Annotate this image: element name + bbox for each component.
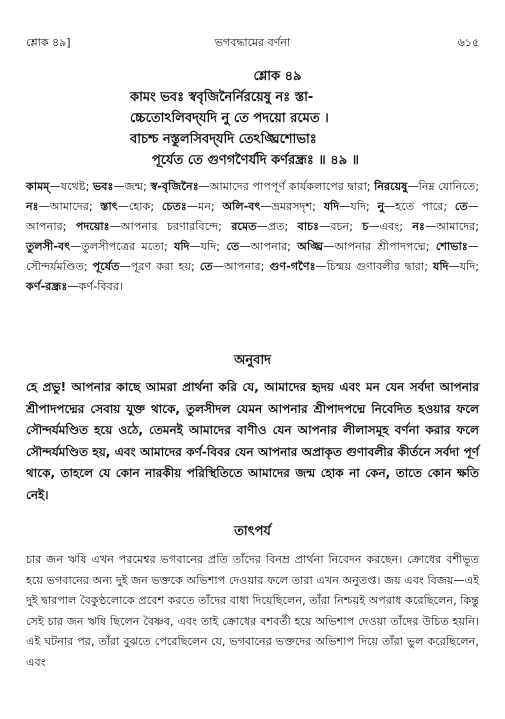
verse-block <box>130 66 465 171</box>
purport-paragraph: চার জন ঋষি এখন পরমেশ্বর ভগবানের প্রতি তাঁদের বিনম্র প্রার্থনা নিবেদন করছেন। ক্রোধের বশীভূত হয়ে ভগবানের অন্য দুই জন ভক্তকে অভিশাপ দেওয়ার ফলে তারা এখন অনুতপ্ত। জয় এবং বিজয়—এই দুই দ্বারপাল বৈকুণ্ঠলোকে প্রবেশ করতে তাঁদের বাধা দিয়েছিলেন, তাঁরা নিশ্চয়ই অপরাধ করেছিলেন, কিন্তু সেই চার জন ঋষি ছিলেন বৈষ্ণব, এবং তাই ক্রোধের বশবর্তী হয়ে অভিশাপ দেওয়া তাঁদের উচিত হয়নি। এই ঘটনার পর, তাঁরা বুঝতে পেরেছিলেন যে, ভগবানের ভক্তদের অভিশাপ দিয়ে তাঁরা ভুল করেছিলেন, এবং <box>26 553 479 669</box>
synonym-meaning: বচন; <box>330 220 363 233</box>
verse-line: পূর্যেত তে গুণগণৈর্যদি কর্ণরন্ধ্রঃ ॥ ৪৯ ॥ <box>152 153 360 168</box>
synonym-meaning: আপনার; <box>223 260 270 273</box>
synonym-meaning: আমাদের পাপপূর্ণ কার্যকলাপের দ্বারা; <box>209 180 375 193</box>
synonym-term: কামম্ <box>26 180 50 193</box>
synonym-term: তে <box>454 200 468 213</box>
verse-title: শ্লোক ৪৯ <box>253 69 302 84</box>
synonym-term: স্তাৎ <box>100 200 118 213</box>
synonym-term: নু <box>377 200 385 213</box>
synonym-term: যদি <box>433 260 449 273</box>
running-head <box>26 34 479 52</box>
purport-heading: তাৎপর্য <box>234 524 271 539</box>
running-head-verse-ref: শ্লোক ৪৯] <box>26 36 71 49</box>
synonym-meaning: আপনার শ্রীপাদপদ্মে; <box>334 240 436 253</box>
page-number: ৬১৫ <box>457 36 479 49</box>
synonym-meaning: যথেষ্ট; <box>60 180 93 193</box>
synonym-meaning: আপনার; <box>26 220 76 233</box>
synonym-term: পূর্যেত <box>92 260 120 273</box>
synonym-term: গুণ-গণৈঃ <box>269 260 316 273</box>
synonym-meaning: কর্ণ-বিবর। <box>78 280 124 293</box>
synonym-term: চেতঃ <box>161 200 187 213</box>
synonym-meaning: তুলসীপত্রের মতো; <box>81 240 174 253</box>
synonym-meaning: এবং; <box>379 220 413 233</box>
verse-line: কামং ভবঃ স্ববৃজিনৈর্নিরয়েষু নঃ স্তা- <box>130 90 314 105</box>
synonym-term: নঃ <box>412 220 425 233</box>
synonym-term: যদি <box>173 240 190 253</box>
synonym-term: শোভাঃ <box>435 240 468 253</box>
synonym-term: ভবঃ <box>92 180 114 193</box>
translation-heading: অনুবাদ <box>234 353 271 368</box>
synonym-meaning: আপনার চরণারবিন্দে; <box>120 220 232 233</box>
synonym-meaning: যদি; <box>459 260 480 273</box>
synonym-term: রমেত <box>231 220 257 233</box>
synonym-term: স্ব-বৃজিনৈঃ <box>150 180 199 193</box>
synonym-meaning: যদি; <box>200 240 227 253</box>
verse-line: চ্চেতোঽলিবদ্‌যদি নু তে পদয়ো রমেত । <box>130 111 329 126</box>
synonym-meaning: পূরণ করা হয়; <box>130 260 200 273</box>
synonym-term: চ <box>362 220 369 233</box>
synonym-meaning: মন; <box>198 200 223 213</box>
synonym-meaning: প্রত; <box>267 220 298 233</box>
synonym-meaning: যদি; <box>350 200 378 213</box>
running-head-chapter-title: ভগবদ্ধামের বর্ণনা <box>214 36 291 49</box>
synonym-meaning: হতে পারে; <box>395 200 455 213</box>
synonym-term: তে <box>199 260 213 273</box>
verse-line: বাচশ্চ নস্তুলসিবদ্‌যদি তেঽঙ্ঘ্রিশোভাঃ <box>130 132 317 147</box>
translation-paragraph: হে প্রভু! আপনার কাছে আমরা প্রার্থনা করি যে, আমাদের হৃদয় এবং মন যেন সর্বদা আপনার শ্রীপাদপদ্মের সেবায় যুক্ত থাকে, তুলসীদল যেমন আপনার শ্রীপাদপদ্মে নিবেদিত হওয়ার ফলে সৌন্দর্যমণ্ডিত হয়ে ওঠে, তেমনই আমাদের বাণীও যেন আপনার লীলাসমূহ বর্ণনা করার ফলে সৌন্দর্যমণ্ডিত হয়, এবং আমাদের কর্ণ-বিবর যেন আপনার অপ্রাকৃত গুণাবলীর কীর্তনে সর্বদা পূর্ণ থাকে, তাহলে যে কোন নারকীয় পরিস্থিতিতে আমাদের জন্ম হোক না কেন, তাতে কোন ক্ষতি নেই। <box>26 380 479 502</box>
synonym-term: অঙ্ঘ্রি <box>297 240 324 253</box>
synonyms-paragraph: কামম্—যথেষ্ট; ভবঃ—জন্ম; স্ব-বৃজিনৈঃ—আমাদের পাপপূর্ণ কার্যকলাপের দ্বারা; নিরয়েষু—নিম্ন যোনিতে; নঃ—আমাদের; স্তাৎ—হোক; চেতঃ—মন; অলি-বৎ—ভ্রমরসদৃশ; যদি—যদি; নু—হতে পারে; তে—আপনার; পদয়োঃ—আপনার চরণারবিন্দে; রমেত—প্রত; বাচঃ—বচন; চ—এবং; নঃ—আমাদের; তুলসী-বৎ—তুলসীপত্রের মতো; যদি—যদি; তে—আপনার; অঙ্ঘ্রি—আপনার শ্রীপাদপদ্মে; শোভাঃ—সৌন্দর্যমণ্ডিত; পূর্যেত—পূরণ করা হয়; তে—আপনার; গুণ-গণৈঃ—চিন্ময় গুণাবলীর দ্বারা; যদি—যদি; কর্ণ-রন্ধ্রঃ—কর্ণ-বিবর। <box>26 180 480 293</box>
synonym-meaning: আপনার; <box>250 240 298 253</box>
synonym-meaning: আমাদের; <box>436 220 479 233</box>
synonym-meaning: আমাদের; <box>49 200 101 213</box>
synonym-term: কর্ণ-রন্ধ্রঃ <box>26 280 68 293</box>
synonym-term: যদি <box>323 200 340 213</box>
synonym-meaning: হোক; <box>128 200 162 213</box>
synonym-term: অলি-বৎ <box>222 200 261 213</box>
synonym-meaning: চিন্ময় গুণাবলীর দ্বারা; <box>326 260 433 273</box>
synonym-term: পদয়োঃ <box>75 220 110 233</box>
synonym-term: নঃ <box>26 200 39 213</box>
synonym-meaning: জন্ম; <box>124 180 151 193</box>
synonym-term: নিরয়েষু <box>374 180 408 193</box>
synonym-meaning: সৌন্দর্যমণ্ডিত; <box>26 260 93 273</box>
synonym-term: তে <box>226 240 240 253</box>
synonym-meaning: ভ্রমরসদৃশ; <box>271 200 324 213</box>
synonym-term: তুলসী-বৎ <box>26 240 71 253</box>
synonym-term: বাচঃ <box>297 220 320 233</box>
synonym-meaning: নিম্ন যোনিতে; <box>418 180 480 193</box>
